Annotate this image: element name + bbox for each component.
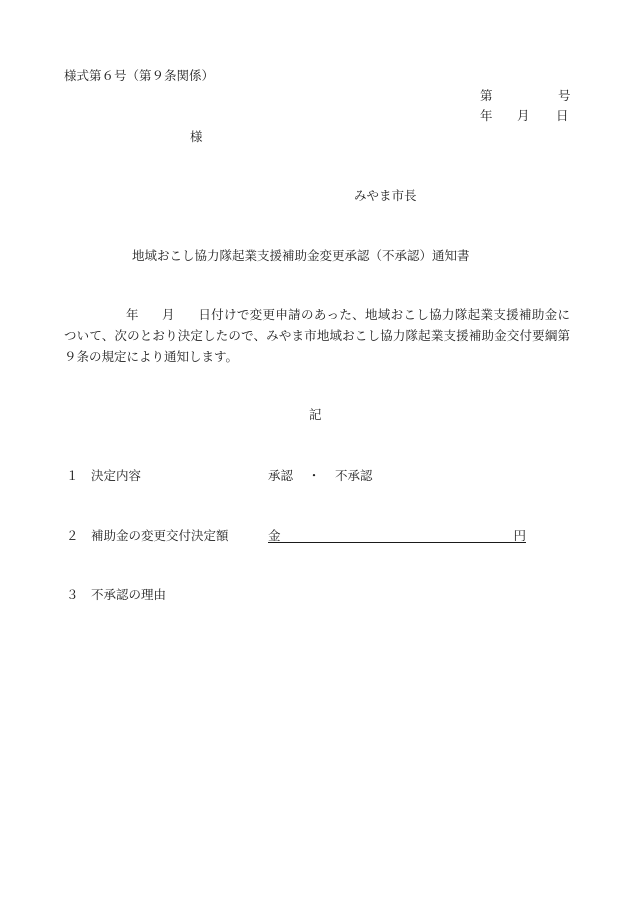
body-text: 日付けで変更申請のあった、地域おこし協力隊起業支援補助金について、次のとおり決定したので、みやま市地域おこし協力隊起業支援補助金交付要綱第９条の規定により通知します。 <box>64 307 570 364</box>
item-label-decision: 決定内容 <box>91 468 142 483</box>
item-number: ２ <box>66 528 79 543</box>
document-title: 地域おこし協力隊起業支援補助金変更承認（不承認）通知書 <box>132 248 470 263</box>
item-label-reason: 不承認の理由 <box>91 587 167 602</box>
date-line <box>480 106 569 124</box>
issuer-name: みやま市長 <box>354 188 417 203</box>
decision-options <box>268 466 373 484</box>
item-number: １ <box>66 468 79 483</box>
item-number: ３ <box>66 587 79 602</box>
option-reject[interactable]: 不承認 <box>335 468 373 483</box>
body-year-label: 年 <box>126 307 139 322</box>
record-heading: 記 <box>309 407 322 422</box>
option-separator: ・ <box>307 468 321 483</box>
option-approve[interactable]: 承認 <box>268 468 294 483</box>
form-number-label: 様式第６号（第９条関係） <box>64 68 215 83</box>
date-day-label: 日 <box>556 108 569 123</box>
document-number-line <box>480 86 571 104</box>
amount-field[interactable] <box>268 526 526 543</box>
date-year-label: 年 <box>480 108 493 123</box>
amount-unit: 円 <box>513 528 526 543</box>
body-paragraph <box>64 304 570 367</box>
amount-prefix: 金 <box>268 528 281 543</box>
number-suffix: 号 <box>558 88 571 103</box>
date-month-label: 月 <box>517 108 530 123</box>
body-month-label: 月 <box>162 307 175 322</box>
item-label-amount: 補助金の変更交付決定額 <box>91 528 229 543</box>
addressee-suffix: 様 <box>190 129 203 144</box>
number-prefix: 第 <box>480 88 493 103</box>
